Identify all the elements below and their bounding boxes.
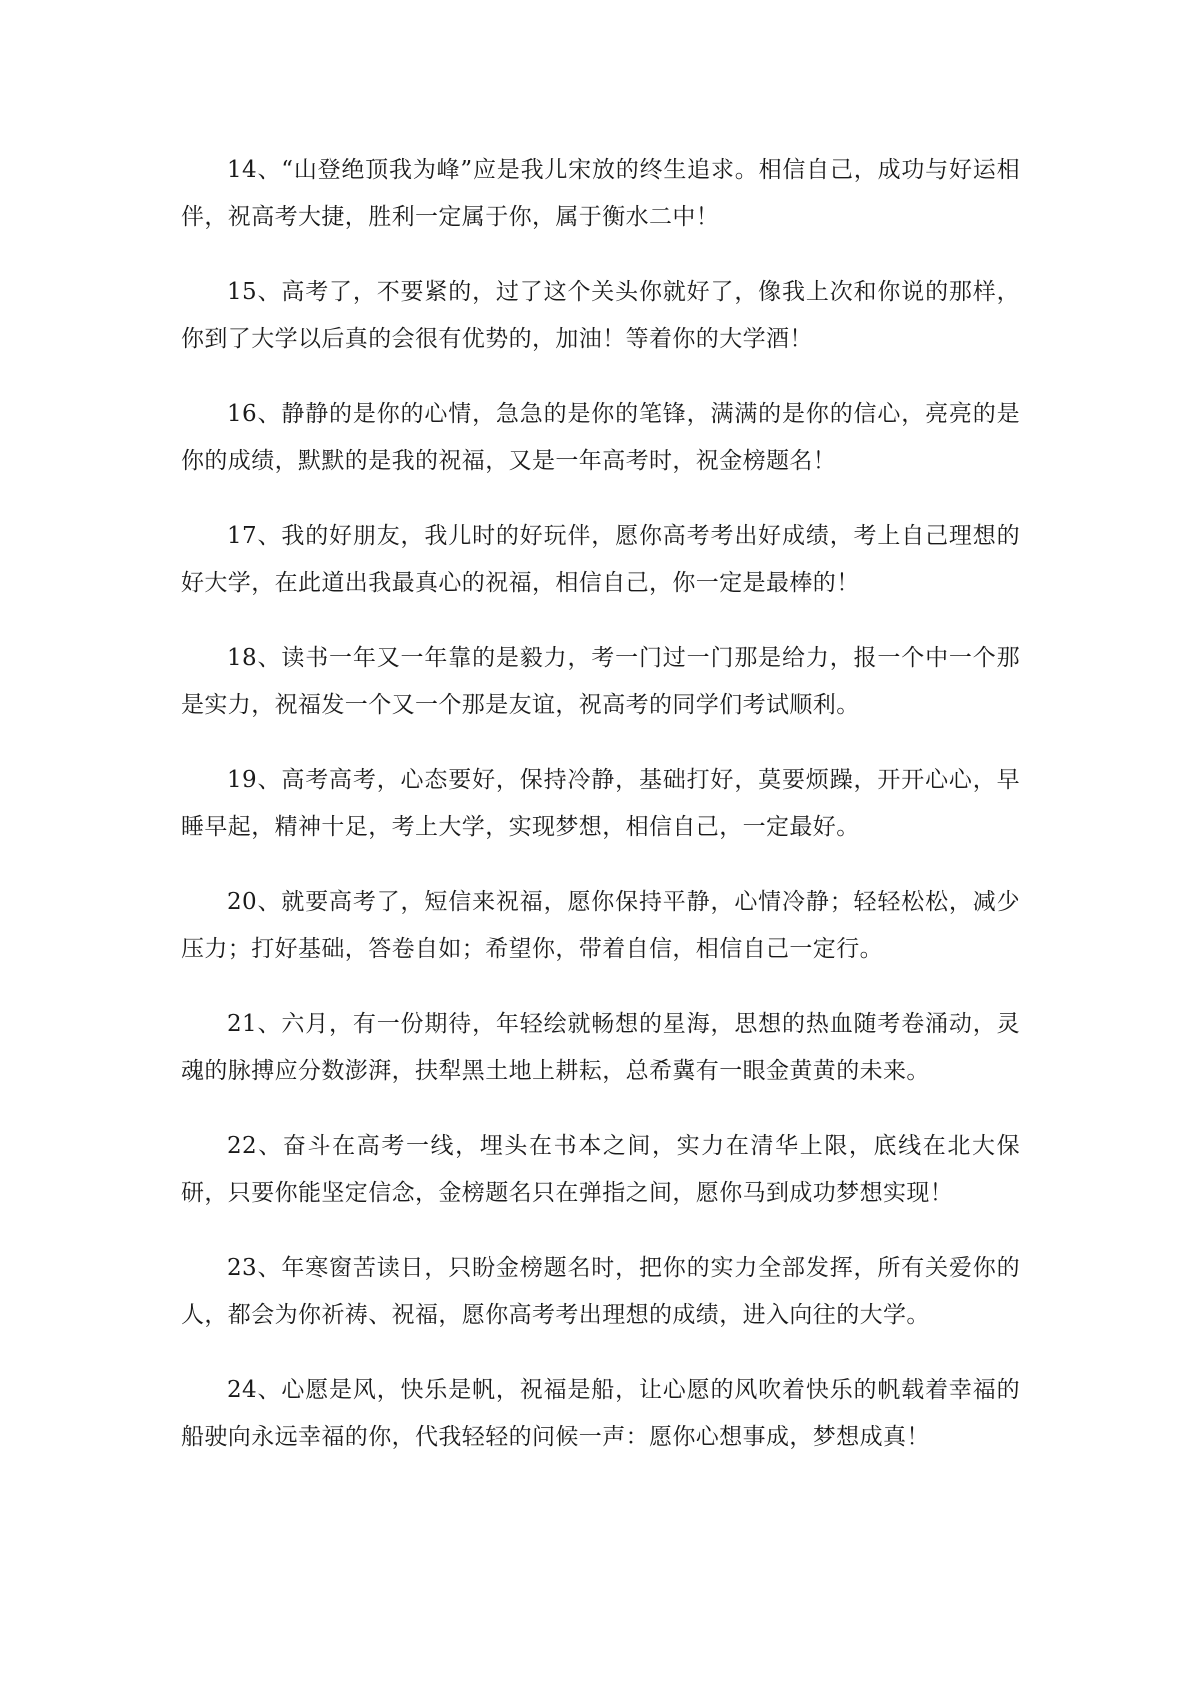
paragraph-23: 23、年寒窗苦读日，只盼金榜题名时，把你的实力全部发挥，所有关爱你的人，都会为你祈祷、祝福，愿你高考考出理想的成绩，进入向往的大学。 (181, 1255, 1020, 1328)
paragraph-20: 20、就要高考了，短信来祝福，愿你保持平静，心情冷静；轻轻松松，减少压力；打好基础，答卷自如；希望你，带着自信，相信自己一定行。 (181, 889, 1020, 962)
paragraph-15: 15、高考了，不要紧的，过了这个关头你就好了，像我上次和你说的那样，你到了大学以后真的会很有优势的，加油！等着你的大学酒！ (181, 279, 1020, 352)
paragraph-21: 21、六月，有一份期待，年轻绘就畅想的星海，思想的热血随考卷涌动，灵魂的脉搏应分数澎湃，扶犁黑土地上耕耘，总希冀有一眼金黄黄的未来。 (181, 1011, 1020, 1084)
paragraph-19: 19、高考高考，心态要好，保持冷静，基础打好，莫要烦躁，开开心心，早睡早起，精神十足，考上大学，实现梦想，相信自己，一定最好。 (181, 767, 1020, 840)
paragraph-14: 14、“山登绝顶我为峰”应是我儿宋放的终生追求。相信自己，成功与好运相伴，祝高考大捷，胜利一定属于你，属于衡水二中！ (181, 157, 1020, 230)
paragraph-17: 17、我的好朋友，我儿时的好玩伴，愿你高考考出好成绩，考上自己理想的好大学，在此道出我最真心的祝福，相信自己，你一定是最棒的！ (181, 523, 1020, 596)
paragraph-22: 22、奋斗在高考一线，埋头在书本之间，实力在清华上限，底线在北大保研，只要你能坚定信念，金榜题名只在弹指之间，愿你马到成功梦想实现！ (181, 1133, 1020, 1206)
paragraph-18: 18、读书一年又一年靠的是毅力，考一门过一门那是给力，报一个中一个那是实力，祝福发一个又一个那是友谊，祝高考的同学们考试顺利。 (181, 645, 1020, 718)
paragraph-16: 16、静静的是你的心情，急急的是你的笔锋，满满的是你的信心，亮亮的是你的成绩，默默的是我的祝福，又是一年高考时，祝金榜题名！ (181, 401, 1020, 474)
paragraph-24: 24、心愿是风，快乐是帆，祝福是船，让心愿的风吹着快乐的帆载着幸福的船驶向永远幸福的你，代我轻轻的问候一声：愿你心想事成，梦想成真！ (181, 1377, 1020, 1450)
document-body (181, 147, 1020, 1489)
